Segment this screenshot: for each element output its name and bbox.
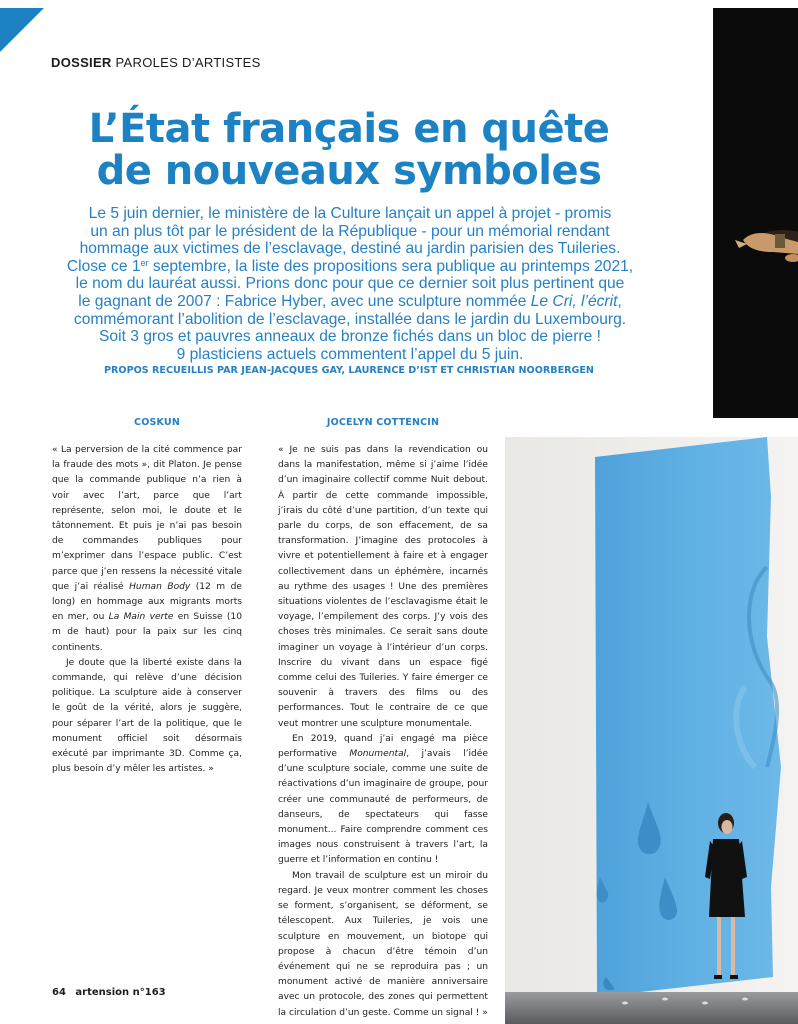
intro-artwork-title: Le Cri, l’écrit (530, 292, 618, 310)
text-run: , j’avais l’idée d’une sculpture sociale, comme une suite de réactivations d’un imaginaire de groupe, pour créer une communauté de performeurs, de danseurs, de spectateurs qui fasse monument... Faire comprendre comment ces images nous construisent à travers l’art, la guerre et l’information en continu ! (278, 749, 488, 866)
paragraph: « Je ne suis pas dans la revendication ou dans la manifestation, même si j’aime l’idée d’un imaginaire collectif comme Nuit debout. À partir de cette commande impossible, j’irais du côté d’une partition, d’un texte qui parle du corps, de son effacement, de sa transformation. J’imagine des protocoles à vivre et potentiellement à faire et à engager collectivement dans un éphémère, incarnés au rythme des usages ! Une des premières situations violentes de l’esclavagisme était le voyage, l’empilement des corps. J’y vois des choses très minimales. Ce serait sans doute imaginer un voyage à l’intérieur d’un corps. Inscrire du vivant dans un espace figé comme celui des Tuileries. Y faire émerger ce souvenir à travers des films ou des performances. Tout le contraire de ce que veut montrer une sculpture monumentale. (278, 445, 488, 729)
artwork-title: Monumental (349, 749, 407, 760)
intro-superscript: er (140, 257, 149, 268)
rubric-section: DOSSIER (51, 55, 112, 70)
page-number: 64 (52, 987, 66, 998)
intro-line: Soit 3 gros et pauvres anneaux de bronze fichés dans un bloc de pierre ! (99, 328, 601, 346)
artist-name-cottencin: JOCELYN COTTENCIN (326, 417, 440, 428)
title-line-2: de nouveaux symboles (96, 148, 602, 194)
text-column-coskun (52, 443, 242, 777)
paragraph: Je doute que la liberté existe dans la commande, qui relève d’une décision politique. La sculpture aide à conserver le goût de la vérité, alors je suggère, pour séparer l’art de la politique, que le monument officiel soit désormais exécuté par imprimante 3D. Comme ça, plus besoin d’y mêler les artistes. » (52, 657, 242, 775)
intro-line: un an plus tôt par le président de la République - pour un mémorial rendant (90, 222, 610, 240)
intro-line: hommage aux victimes de l’esclavage, destiné au jardin parisien des Tuileries. (79, 240, 621, 258)
magazine-issue: artension n°163 (75, 987, 166, 998)
article-title (0, 108, 698, 192)
text-run: En 2019, quand j’ai engagé ma pièce performative (278, 733, 488, 760)
intro-line: commémorant l’abolition de l’esclavage, installée dans le jardin du Luxembourg. (73, 310, 627, 328)
sculpture-photo (505, 437, 798, 1024)
title-line-1: L’État français en quête (88, 106, 610, 152)
intro-line: 9 plasticiens actuels commentent l’appel du 5 juin. (176, 345, 524, 363)
text-run: en Suisse (10 m de haut) pour la paix sur les cinq continents. (52, 612, 242, 653)
intro-line (30, 293, 670, 311)
text-run: (12 m de long) en hommage aux migrants morts en mer, ou (52, 581, 242, 623)
byline-credits: PROPOS RECUEILLIS PAR JEAN-JACQUES GAY, LAURENCE D’IST ET CHRISTIAN NOORBERGEN (104, 365, 594, 376)
paragraph (52, 443, 242, 656)
intro-text: , (617, 292, 622, 310)
intro-text: le gagnant de 2007 : Fabrice Hyber, avec une sculpture nommée (78, 292, 531, 310)
artwork-title: Human Body (129, 581, 191, 592)
intro-line (30, 258, 670, 276)
rubric-subsection: PAROLES D’ARTISTES (115, 55, 261, 70)
intro-line: le nom du lauréat aussi. Prions donc pour que ce dernier soit plus pertinent que (75, 275, 625, 293)
text-column-cottencin (278, 443, 488, 1021)
paragraph: Mon travail de sculpture est un miroir du regard. Je veux montrer comment les choses se forment, s’organisent, se déforment, se télescopent. Aux Tuileries, je vois une sculpture en mouvement, un biotope qui propose à chacun d’être témoin d’un événement qui ne se reproduira pas ; un monument activé de manière anniversaire avec un protocole, des zones qui permettent la circulation d’un geste. Comme un signal ! » (278, 870, 488, 1018)
intro-paragraph (30, 205, 670, 363)
corner-triangle (0, 0, 44, 52)
intro-text: Close ce 1 (66, 257, 141, 275)
intro-text: septembre, la liste des propositions sera publique au printemps 2021, (148, 257, 634, 275)
paragraph (278, 732, 488, 869)
performance-photo (713, 8, 798, 418)
page-footer (52, 987, 166, 998)
intro-line: Le 5 juin dernier, le ministère de la Culture lançait un appel à projet - promis (88, 205, 612, 222)
artwork-title: La Main verte (108, 612, 174, 623)
artist-name-coskun: COSKUN (134, 417, 180, 428)
section-rubric (51, 55, 261, 70)
text-run: « La perversion de la cité commence par la fraude des mots », dit Platon. Je pense que la commande publique n’a rien à voir avec l’art, parce que l’art représente, selon moi, le doute et le tâtonnement. Et puis je n’ai pas besoin de commandes publiques pour m’exprimer dans l’espace public. C’est parce que j’en ressens la nécessité vitale que j’ai réalisé (52, 445, 242, 592)
